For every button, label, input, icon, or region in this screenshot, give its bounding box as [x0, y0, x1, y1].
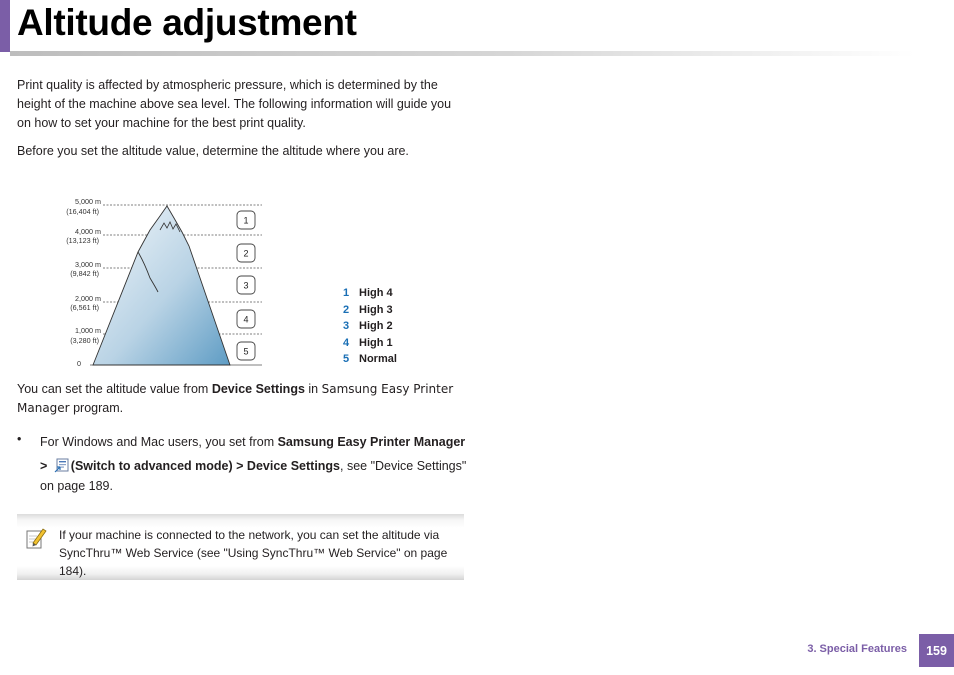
- marker-4: 4: [243, 314, 249, 325]
- switch-advanced-mode-label: (Switch to advanced mode): [70, 459, 233, 473]
- legend-label: Normal: [359, 353, 397, 365]
- device-settings-term: Device Settings: [211, 382, 305, 396]
- text-run: in: [304, 382, 322, 396]
- legend-number: 1: [343, 287, 350, 299]
- note-pencil-icon: [25, 526, 47, 550]
- legend-number: 3: [343, 320, 350, 332]
- level-label-m-4000: 4,000 m: [75, 227, 101, 236]
- bullet-line-2: [40, 456, 470, 496]
- text-run: program.: [69, 401, 124, 415]
- legend-number: 2: [343, 303, 350, 316]
- level-label-ft-2000: (6,561 ft): [70, 303, 99, 312]
- before-paragraph: Before you set the altitude value, determine the altitude where you are.: [17, 144, 409, 158]
- set-altitude-paragraph: [17, 380, 467, 418]
- page-title: Altitude adjustment: [17, 2, 357, 43]
- text-run: , see "Device Settings" on page 189.: [40, 459, 467, 493]
- bullet-dot: •: [17, 432, 22, 446]
- marker-1: 1: [243, 215, 249, 226]
- page-number: 159: [919, 634, 954, 667]
- marker-2: 2: [243, 248, 249, 259]
- level-label-ft-1000: (3,280 ft): [70, 336, 99, 345]
- altitude-diagram: [60, 192, 270, 372]
- legend-item: [343, 353, 397, 370]
- legend-label: High 4: [359, 287, 393, 299]
- level-label-ft-4000: (13,123 ft): [66, 236, 99, 245]
- legend-number: 5: [343, 353, 350, 365]
- bullet-line-1: [40, 432, 470, 452]
- menu-separator: >: [236, 459, 244, 473]
- advanced-mode-icon: [54, 458, 70, 473]
- level-label-m-3000: 3,000 m: [75, 260, 101, 269]
- note-text: If your machine is connected to the network, you can set the altitude via SyncThru™ Web Service (see "Using SyncThru™ Web Service" on page 184).: [59, 528, 448, 578]
- legend-label: High 1: [359, 336, 393, 349]
- legend-number: 4: [343, 336, 350, 349]
- legend-label: High 2: [359, 320, 393, 332]
- title-rule: [10, 51, 915, 56]
- legend-item: [343, 304, 397, 321]
- program-name: Samsung Easy Printer Manager: [17, 382, 454, 415]
- text-run: You can set the altitude value from: [17, 382, 212, 396]
- altitude-legend: [343, 287, 397, 370]
- note-box: [17, 514, 464, 580]
- legend-label: High 3: [359, 303, 393, 316]
- level-label-m-2000: 2,000 m: [75, 294, 101, 303]
- level-label-m-5000: 5,000 m: [75, 197, 101, 206]
- legend-item: [343, 287, 397, 304]
- footer-section-label: 3. Special Features: [807, 643, 907, 655]
- device-settings-term: Device Settings: [246, 459, 341, 473]
- marker-5: 5: [243, 346, 249, 357]
- level-label-ft-5000: (16,404 ft): [66, 207, 99, 216]
- program-name-bold: Samsung Easy Printer Manager: [277, 435, 466, 449]
- text-run: For Windows and Mac users, you set from: [40, 435, 278, 449]
- level-label-m-1000: 1,000 m: [75, 326, 101, 335]
- level-label-ft-3000: (9,842 ft): [70, 269, 99, 278]
- mountain-shape: [93, 206, 230, 365]
- title-accent-bar: [0, 0, 10, 52]
- legend-item: [343, 320, 397, 337]
- menu-separator: >: [40, 459, 48, 473]
- level-label-zero: 0: [77, 359, 81, 368]
- legend-item: [343, 337, 397, 354]
- intro-paragraph: Print quality is affected by atmospheric pressure, which is determined by the height of the machine above sea level. The following information will guide you on how to set your machine for the best print quality.: [17, 78, 452, 130]
- marker-3: 3: [243, 280, 249, 291]
